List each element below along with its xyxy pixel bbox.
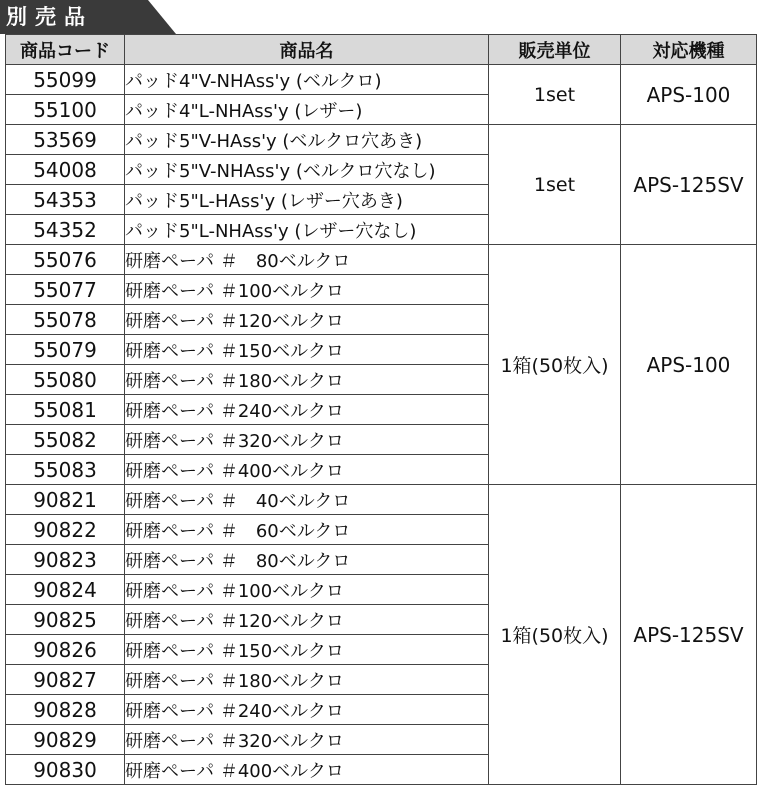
- product-code-cell: 55083: [6, 455, 125, 485]
- product-name-cell: 研磨ペーパ ＃400ベルクロ: [125, 755, 489, 785]
- header-row: [6, 35, 757, 65]
- compatible-model-cell: APS-100: [621, 245, 757, 485]
- product-name-cell: パッド5"V-HAss'y (ベルクロ穴あき): [125, 125, 489, 155]
- product-name-cell: 研磨ペーパ ＃100ベルクロ: [125, 575, 489, 605]
- product-code-cell: 55099: [6, 65, 125, 95]
- product-code-cell: 90823: [6, 545, 125, 575]
- table-row: [6, 65, 757, 95]
- product-name-cell: 研磨ペーパ ＃180ベルクロ: [125, 365, 489, 395]
- table-row: [6, 125, 757, 155]
- sales-unit-cell: 1set: [489, 65, 621, 125]
- section-tab: [0, 0, 180, 34]
- table-body: [6, 65, 757, 785]
- product-code-cell: 54008: [6, 155, 125, 185]
- accessories-table: [5, 34, 757, 785]
- product-name-cell: パッド5"L-HAss'y (レザー穴あき): [125, 185, 489, 215]
- product-code-cell: 90825: [6, 605, 125, 635]
- product-name-cell: 研磨ペーパ ＃150ベルクロ: [125, 635, 489, 665]
- compatible-model-cell: APS-125SV: [621, 485, 757, 785]
- product-name-cell: 研磨ペーパ ＃240ベルクロ: [125, 395, 489, 425]
- header-sales-unit: 販売単位: [489, 35, 621, 65]
- header-compatible-model: 対応機種: [621, 35, 757, 65]
- product-code-cell: 90822: [6, 515, 125, 545]
- product-name-cell: 研磨ペーパ ＃120ベルクロ: [125, 305, 489, 335]
- product-name-cell: 研磨ペーパ ＃ 40ベルクロ: [125, 485, 489, 515]
- header-product-code: 商品コード: [6, 35, 125, 65]
- product-name-cell: 研磨ペーパ ＃100ベルクロ: [125, 275, 489, 305]
- product-code-cell: 90829: [6, 725, 125, 755]
- product-code-cell: 55100: [6, 95, 125, 125]
- product-name-cell: パッド5"L-NHAss'y (レザー穴なし): [125, 215, 489, 245]
- product-name-cell: 研磨ペーパ ＃240ベルクロ: [125, 695, 489, 725]
- table-row: [6, 485, 757, 515]
- product-name-cell: 研磨ペーパ ＃320ベルクロ: [125, 725, 489, 755]
- table-row: [6, 245, 757, 275]
- product-code-cell: 55081: [6, 395, 125, 425]
- product-name-cell: 研磨ペーパ ＃120ベルクロ: [125, 605, 489, 635]
- section-title: 別売品: [6, 5, 93, 29]
- sales-unit-cell: 1set: [489, 125, 621, 245]
- product-name-cell: パッド5"V-NHAss'y (ベルクロ穴なし): [125, 155, 489, 185]
- product-name-cell: 研磨ペーパ ＃ 80ベルクロ: [125, 245, 489, 275]
- compatible-model-cell: APS-100: [621, 65, 757, 125]
- compatible-model-cell: APS-125SV: [621, 125, 757, 245]
- product-name-cell: 研磨ペーパ ＃400ベルクロ: [125, 455, 489, 485]
- sales-unit-cell: 1箱(50枚入): [489, 245, 621, 485]
- product-name-cell: 研磨ペーパ ＃320ベルクロ: [125, 425, 489, 455]
- sales-unit-cell: 1箱(50枚入): [489, 485, 621, 785]
- product-code-cell: 54353: [6, 185, 125, 215]
- product-name-cell: 研磨ペーパ ＃150ベルクロ: [125, 335, 489, 365]
- product-code-cell: 55082: [6, 425, 125, 455]
- product-name-cell: パッド4"V-NHAss'y (ベルクロ): [125, 65, 489, 95]
- product-code-cell: 90826: [6, 635, 125, 665]
- product-code-cell: 55079: [6, 335, 125, 365]
- product-code-cell: 90830: [6, 755, 125, 785]
- product-code-cell: 55077: [6, 275, 125, 305]
- product-code-cell: 90824: [6, 575, 125, 605]
- header-product-name: 商品名: [125, 35, 489, 65]
- table-header: [6, 35, 757, 65]
- product-code-cell: 90821: [6, 485, 125, 515]
- product-code-cell: 55080: [6, 365, 125, 395]
- product-code-cell: 55076: [6, 245, 125, 275]
- product-name-cell: 研磨ペーパ ＃180ベルクロ: [125, 665, 489, 695]
- product-name-cell: 研磨ペーパ ＃ 80ベルクロ: [125, 545, 489, 575]
- product-code-cell: 53569: [6, 125, 125, 155]
- product-name-cell: 研磨ペーパ ＃ 60ベルクロ: [125, 515, 489, 545]
- product-code-cell: 55078: [6, 305, 125, 335]
- product-code-cell: 90827: [6, 665, 125, 695]
- product-code-cell: 54352: [6, 215, 125, 245]
- product-code-cell: 90828: [6, 695, 125, 725]
- product-name-cell: パッド4"L-NHAss'y (レザー): [125, 95, 489, 125]
